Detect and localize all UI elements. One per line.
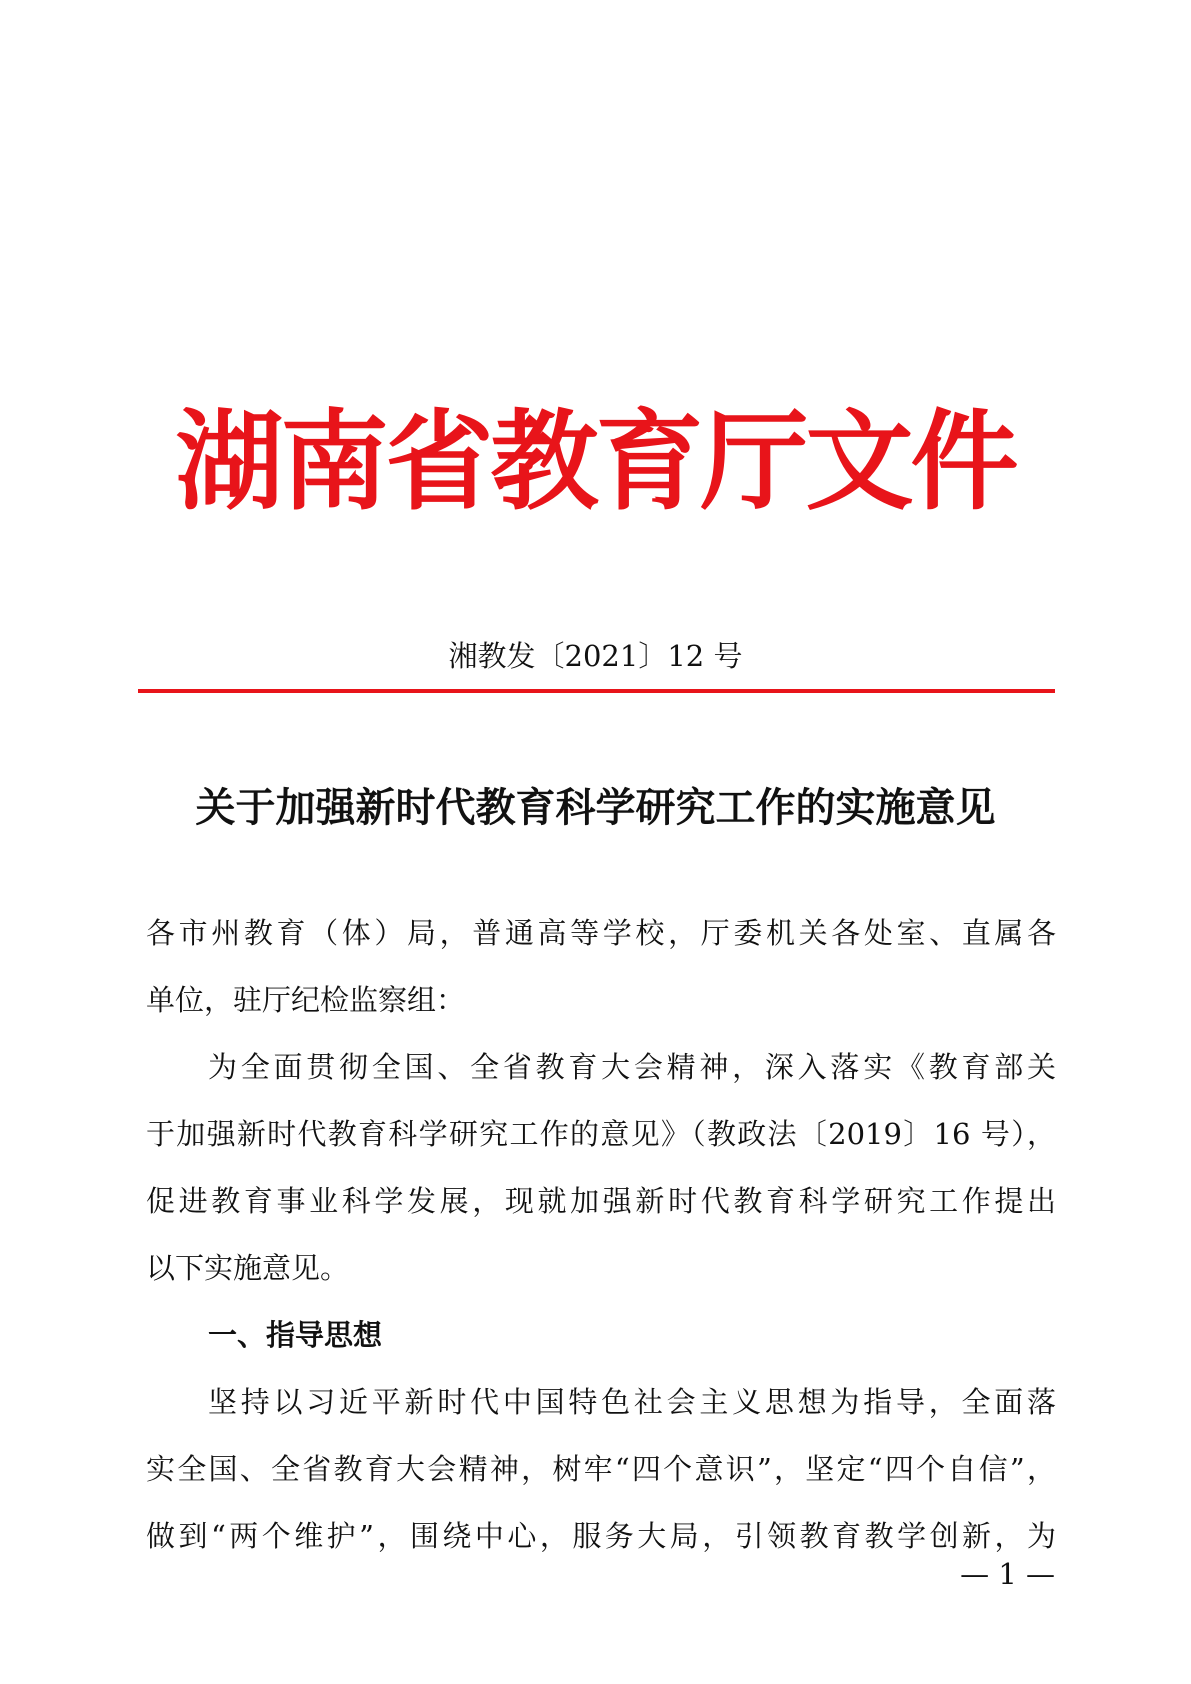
red-separator-line xyxy=(138,689,1055,693)
body-line-addressee: 各市州教育（体）局，普通高等学校，厅委机关各处室、直属各 xyxy=(146,916,1056,950)
body-line-intro-end: 以下实施意见。 xyxy=(146,1251,350,1285)
body-line-intro: 为全面贯彻全国、全省教育大会精神，深入落实《教育部关 xyxy=(208,1050,1056,1084)
body-line-section: 坚持以习近平新时代中国特色社会主义思想为指导，全面落 xyxy=(208,1385,1056,1419)
document-body xyxy=(146,900,1056,1570)
body-line-section-cont: 做到“两个维护”，围绕中心，服务大局，引领教育教学创新，为 xyxy=(146,1519,1056,1553)
body-line-addressee-cont: 单位，驻厅纪检监察组： xyxy=(146,983,466,1017)
body-line-intro-cont: 于加强新时代教育科学研究工作的意见》（教政法〔2019〕16 号）， xyxy=(146,1117,1056,1151)
page-number: — 1 — xyxy=(960,1557,1055,1591)
section-heading: 一、指导思想 xyxy=(208,1318,383,1352)
document-title: 关于加强新时代教育科学研究工作的实施意见 xyxy=(195,784,996,831)
body-line-section-cont: 实全国、全省教育大会精神，树牢“四个意识”，坚定“四个自信”， xyxy=(146,1452,1056,1486)
document-number: 湘教发〔2021〕12 号 xyxy=(448,639,743,673)
body-line-intro-cont: 促进教育事业科学发展，现就加强新时代教育科学研究工作提出 xyxy=(146,1184,1056,1218)
issuing-authority-header: 湖南省教育厅文件 xyxy=(175,400,1016,525)
